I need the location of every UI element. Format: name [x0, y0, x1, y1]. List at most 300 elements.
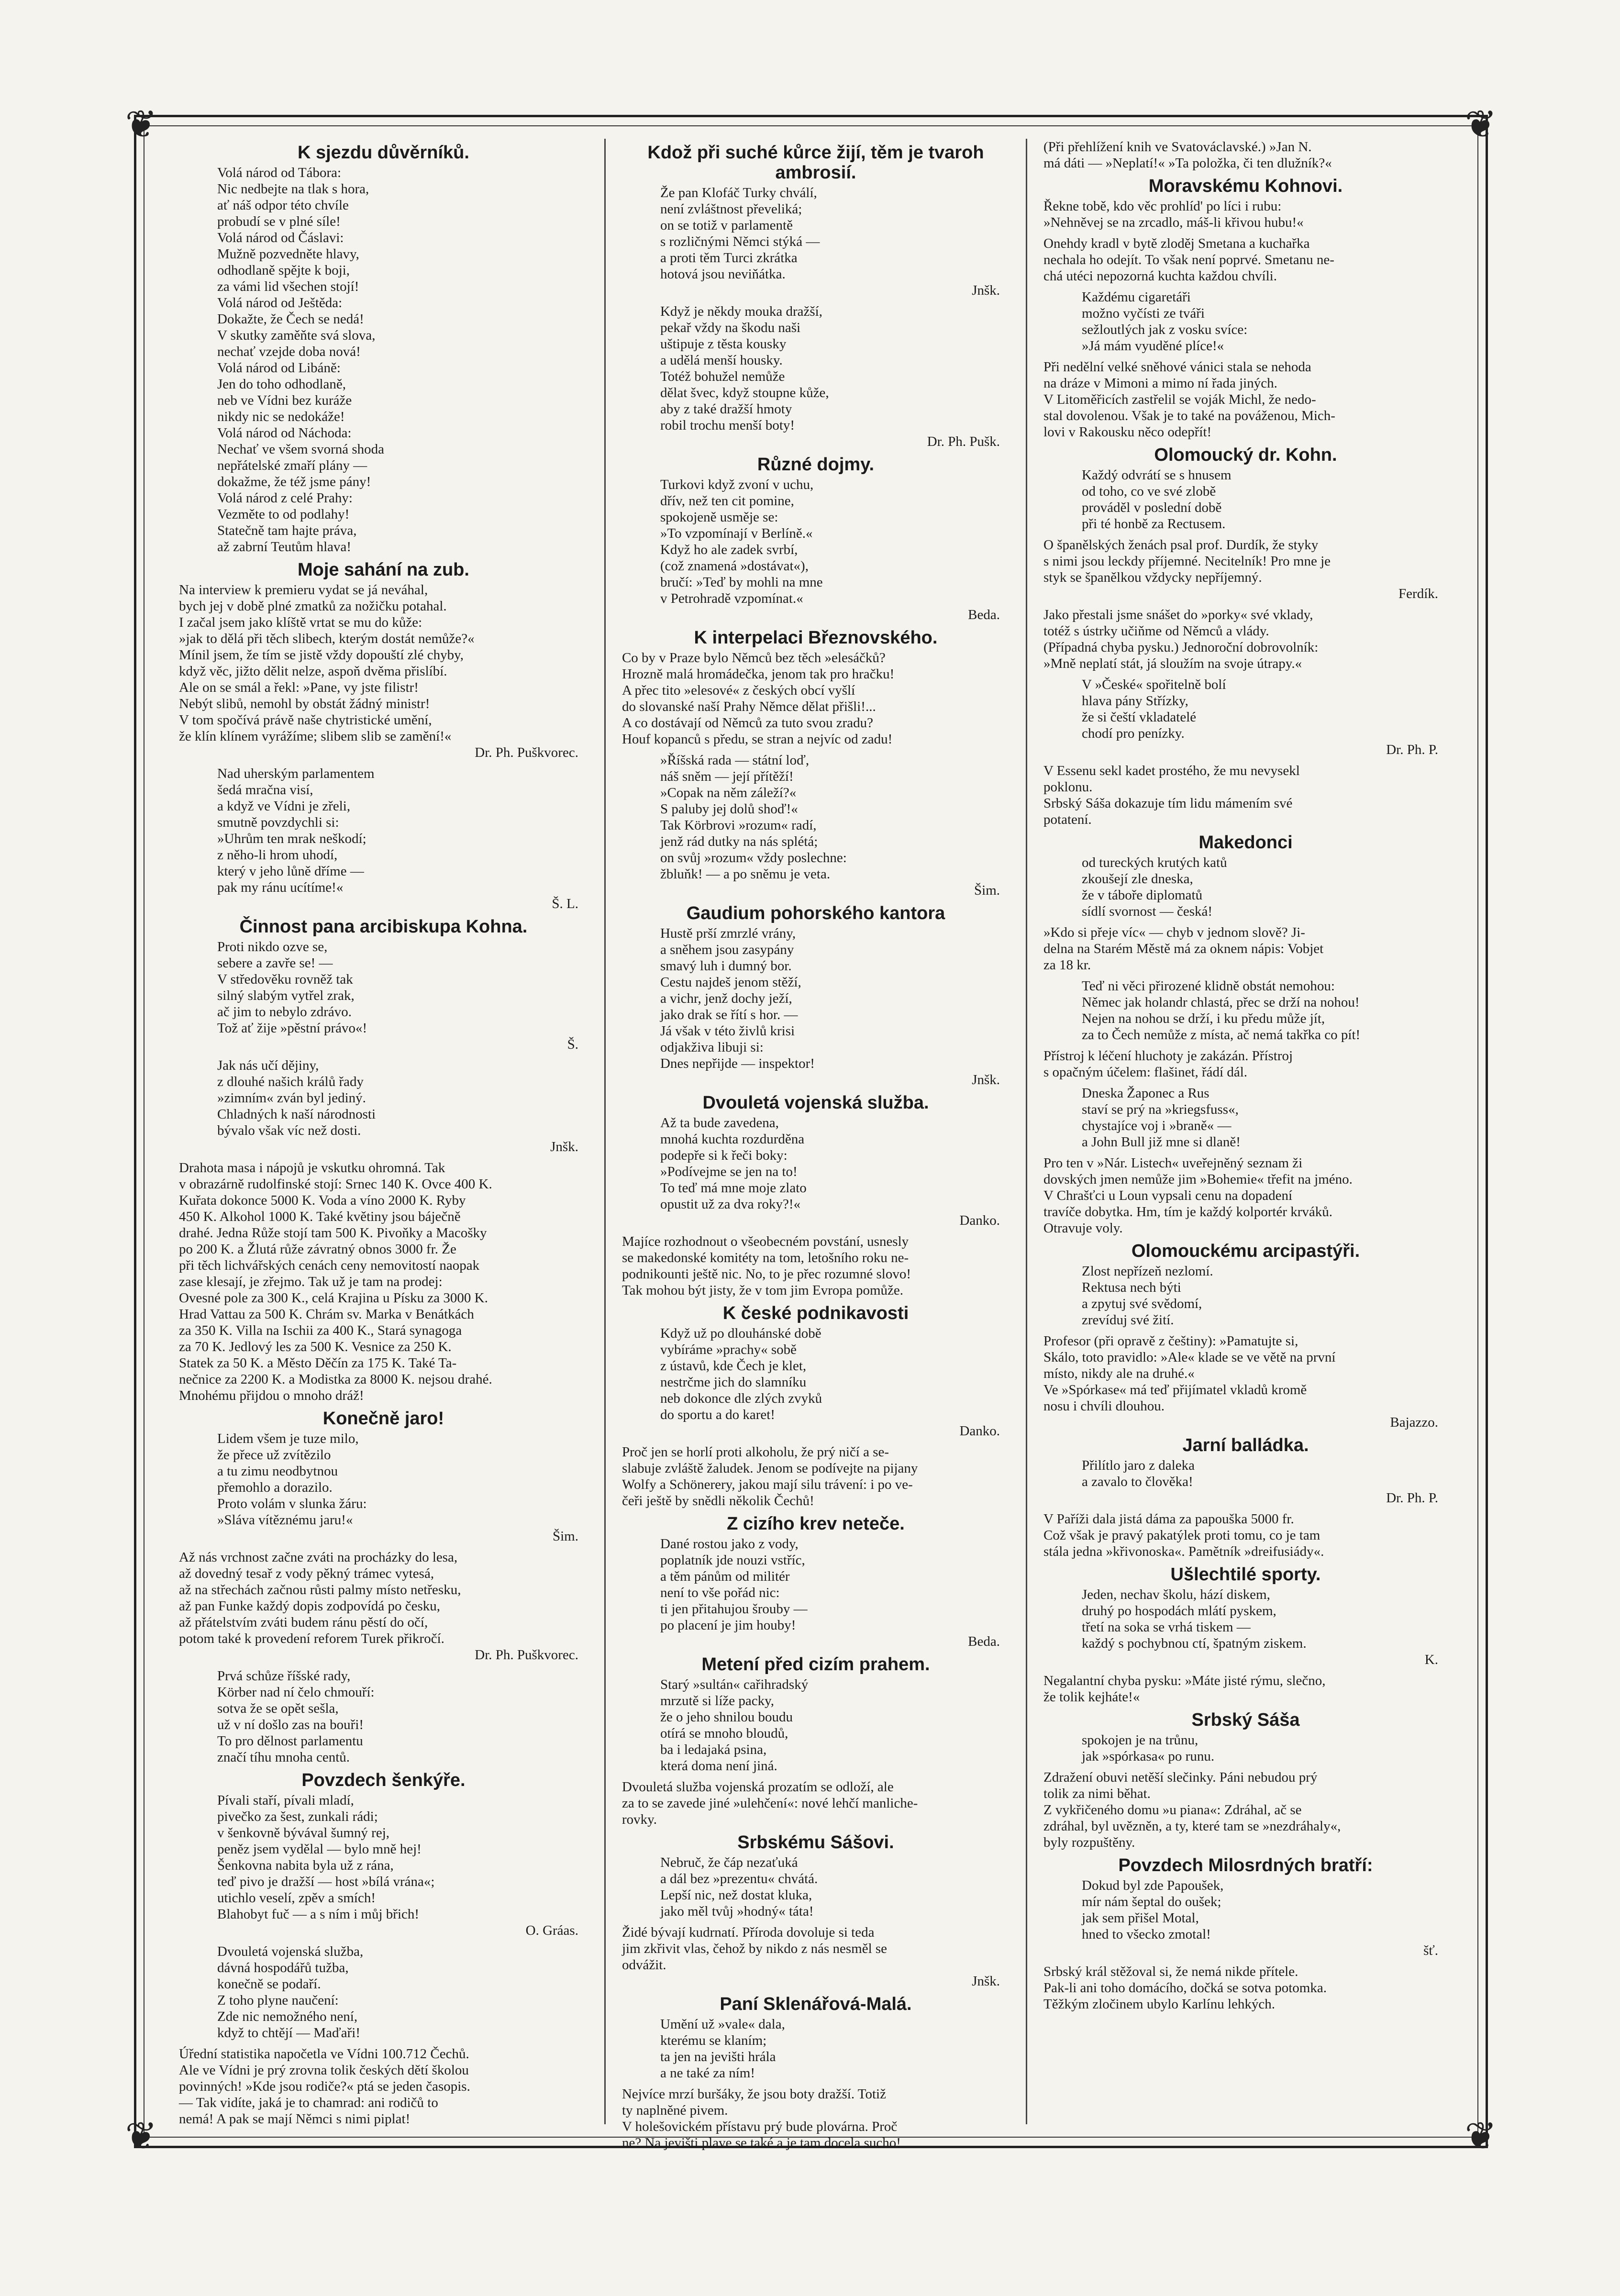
- text-line: V Chrašťci u Loun vypsali cenu na dopadení: [1043, 1188, 1293, 1203]
- text-line: zdráhal, byl uvězněn, a ty, které tam se »nezdráhaly«,: [1043, 1819, 1341, 1834]
- verse-line: z něho-li hrom uhodí,: [217, 847, 338, 863]
- author-signature: Dr. Ph. Pušk.: [927, 434, 1000, 449]
- verse-line: za to Čech nemůže z místa, ač nemá takřka co pít!: [1082, 1027, 1361, 1043]
- verse-line: Volá národ od Ještěda:: [217, 295, 343, 311]
- text-line: Přístroj k léčení hluchoty je zakázán. Přístroj: [1043, 1048, 1293, 1064]
- verse-line: nestrčme jich do slamníku: [660, 1375, 807, 1390]
- author-signature: Dr. Ph. P.: [1386, 1490, 1438, 1506]
- verse-line: »To vzpomínají v Berlíně.«: [660, 526, 813, 541]
- text-line: lovi v Rakousku něco odepřít!: [1043, 424, 1212, 440]
- author-signature: K.: [1424, 1652, 1438, 1667]
- verse-line: Volá národ od Čáslavi:: [217, 230, 344, 245]
- article: [622, 1924, 1010, 1989]
- verse-line: poplatník jde nouzi vstříc,: [660, 1553, 805, 1568]
- verse-line: že přece už zvítězilo: [217, 1447, 331, 1463]
- text-line: Ve »Spórkase« má teď přijímatel vkladů kromě: [1043, 1382, 1307, 1398]
- article-headline: Makedonci: [1198, 832, 1293, 853]
- article: [1043, 1564, 1448, 1668]
- verse-line: V středověku rovněž tak: [217, 972, 353, 987]
- text-line: s nimi jsou leckdy příjemné. Necitelník! Pro mne je: [1043, 554, 1331, 569]
- text-line: delna na Starém Městě má za oknem nápis: Vobjet: [1043, 941, 1324, 956]
- verse-line: dělat švec, když stoupne kůže,: [660, 385, 829, 400]
- verse-line: To pro dělnost parlamentu: [217, 1733, 363, 1749]
- verse-line: jenž rád dutky na nás splétá;: [660, 834, 818, 849]
- text-line: bych jej v době plné zmatků za nožičku potahal.: [179, 599, 447, 614]
- text-line: poklonu.: [1043, 779, 1093, 795]
- text-line: byly rozpuštěny.: [1043, 1835, 1135, 1850]
- text-line: že tolik kejháte!«: [1043, 1689, 1140, 1705]
- verse-line: bručí: »Teď by mohli na mne: [660, 575, 823, 590]
- text-line: V holešovickém přístavu prý bude plovárna. Proč: [621, 2119, 898, 2134]
- text-line: povinných! »Kde jsou rodiče?« ptá se jeden časopis.: [179, 2079, 470, 2094]
- verse-line: Volá národ od Náchoda:: [217, 425, 352, 441]
- verse-line: smavý luh i dumný bor.: [660, 958, 792, 974]
- verse-line: z ústavů, kde Čech je klet,: [660, 1358, 807, 1374]
- article: [1043, 235, 1448, 284]
- verse-line: Volá národ od Tábora:: [217, 165, 342, 180]
- text-line: A přec tito »elesové« z českých obcí vyšlí: [621, 683, 855, 698]
- text-line: Řekne tobě, kdo věc prohlíd' po líci i rubu:: [1043, 199, 1282, 214]
- text-line: Těžkým zločinem ubylo Karlínu lehkých.: [1043, 1997, 1276, 2012]
- article: [1043, 832, 1448, 920]
- article: [622, 1779, 1010, 1828]
- corner-ornament-icon: ❦: [125, 2114, 157, 2158]
- author-signature: Ferdík.: [1398, 586, 1438, 601]
- verse-line: pekař vždy na škodu naši: [660, 320, 801, 335]
- verse-line: Proti nikdo ozve se,: [217, 939, 328, 954]
- article: [1043, 1241, 1448, 1328]
- author-signature: Dr. Ph. Puškvorec.: [475, 745, 578, 760]
- verse-line: »Podívejme se jen na to!: [660, 1164, 798, 1179]
- article: [179, 1549, 588, 1663]
- verse-line: chystajíce voj i »braně« —: [1082, 1118, 1232, 1133]
- text-line: A co dostávají od Němců za tuto svou zradu?: [621, 715, 874, 731]
- author-signature: Jnšk.: [972, 1974, 1000, 1989]
- article: [179, 143, 588, 555]
- text-line: ty naplněné pivem.: [621, 2103, 728, 2118]
- author-signature: Š.: [567, 1037, 578, 1052]
- verse-line: Dokažte, že Čech se nedá!: [217, 311, 364, 327]
- verse-line: Když ho ale zadek svrbí,: [660, 542, 798, 557]
- author-signature: šť.: [1423, 1943, 1438, 1958]
- article: [1043, 289, 1448, 354]
- verse-line: »Copak na něm záleží?«: [660, 785, 797, 800]
- verse-line: Když je někdy mouka dražší,: [660, 304, 822, 319]
- verse-line: v šenkovně bývával šumný rej,: [217, 1825, 390, 1841]
- text-line: V Essenu sekl kadet prostého, že mu nevysekl: [1043, 763, 1300, 778]
- verse-line: »Říšská rada — státní loď,: [660, 753, 810, 768]
- article: [1043, 924, 1448, 973]
- verse-line: až zabrní Teutům hlava!: [217, 539, 352, 555]
- article: [1043, 537, 1448, 602]
- text-line: Srbský král stěžoval si, že nemá nikde přítele.: [1043, 1964, 1298, 1979]
- verse-line: robil trochu menší boty!: [660, 418, 795, 433]
- verse-line: »Sláva vítěznému jaru!«: [217, 1512, 353, 1528]
- article: [1043, 176, 1448, 231]
- text-line: potom také k provedení reforem Turek přikročí.: [179, 1631, 444, 1646]
- verse-line: nepřátelské zmaří plány —: [217, 458, 367, 473]
- text-line: Jako přestali jsme snášet do »porky« své vklady,: [1043, 607, 1313, 622]
- verse-line: do sportu a do karet!: [660, 1407, 775, 1422]
- verse-line: on se totiž v parlamentě: [660, 218, 793, 233]
- text-line: slabuje zvláště žaludek. Jenom se podívejte na pijany: [621, 1461, 918, 1476]
- text-line: O španělských ženách psal prof. Durdík, že styky: [1043, 537, 1319, 553]
- verse-line: jak sem přišel Motal,: [1082, 1910, 1199, 1926]
- article-headline: Moravskému Kohnovi.: [1148, 176, 1343, 196]
- text-line: tolik za nimi běhat.: [1043, 1786, 1151, 1801]
- verse-line: zrevíduj své žití.: [1082, 1312, 1174, 1328]
- article: [1043, 1435, 1448, 1506]
- verse-line: silný slabým vytřel zrak,: [217, 988, 355, 1003]
- verse-line: hlava pány Střízky,: [1082, 693, 1188, 709]
- verse-line: Chladných k naší národnosti: [217, 1107, 376, 1122]
- verse-line: Dané rostou jako z vody,: [660, 1536, 799, 1552]
- verse-line: kterému se klaním;: [660, 2033, 767, 2048]
- article: [1043, 1155, 1448, 1236]
- verse-line: a když ve Vídni je zřeli,: [217, 799, 351, 814]
- verse-line: Nebruč, že čáp nezaťuká: [660, 1855, 798, 1870]
- verse-line: Volá národ od Libáně:: [217, 360, 341, 376]
- text-line: Hrad Vattau za 500 K. Chrám sv. Marka v Benátkách: [179, 1307, 474, 1322]
- article: [1043, 1085, 1448, 1150]
- corner-ornament-icon: ❦: [125, 102, 157, 146]
- verse-line: a zavalo to člověka!: [1082, 1474, 1193, 1489]
- verse-line: šedá mračna visí,: [217, 782, 313, 798]
- verse-line: Jeden, nechav školu, hází diskem,: [1082, 1587, 1270, 1602]
- verse-line: Blahobyt fuč — a s ním i můj břich!: [217, 1907, 420, 1922]
- verse-line: dřív, než ten cit pomine,: [660, 493, 794, 509]
- verse-line: neb ve Vídni bez kuráže: [217, 393, 352, 408]
- article: [622, 752, 1010, 898]
- verse-line: Teď ni věci přirozené klidně obstát nemohou:: [1082, 978, 1335, 994]
- verse-line: který v jeho lůně dříme —: [217, 864, 364, 879]
- article-headline: Konečně jaro!: [322, 1409, 444, 1429]
- text-line: (Při přehlížení knih ve Svatováclavské.) »Jan N.: [1043, 139, 1312, 155]
- verse-line: (což znamená »dostávat«),: [660, 558, 809, 574]
- verse-line: sotva že se opět sešla,: [217, 1701, 339, 1716]
- verse-line: Volá národ z celé Prahy:: [217, 490, 353, 506]
- verse-line: V skutky zaměňte svá slova,: [217, 328, 376, 343]
- verse-line: Prvá schůze říšské rady,: [217, 1668, 351, 1684]
- article: [622, 303, 1010, 450]
- text-line: s opačným účelem: flašinet, řádí dál.: [1043, 1065, 1248, 1080]
- author-signature: Šim.: [552, 1529, 578, 1544]
- article: [622, 2086, 1010, 2151]
- text-line: Na interview k premieru vydat se já neváhal,: [179, 582, 428, 598]
- text-line: rovky.: [621, 1812, 657, 1827]
- text-line: Ale ve Vídni je prý zrovna tolik českých dětí školou: [179, 2063, 469, 2078]
- text-line: v obrazárně rudolfinské stojí: Srnec 140 K. Ovce 400 K.: [179, 1176, 492, 1192]
- verse-line: odjakživa libuji si:: [660, 1040, 764, 1055]
- article-headline: Z cizího krev neteče.: [727, 1514, 905, 1534]
- text-line: Hrozně malá hromádečka, jenom tak pro hračku!: [621, 666, 895, 682]
- verse-line: S paluby jej dolů shoď!«: [660, 801, 798, 817]
- verse-line: Dokud byl zde Papoušek,: [1082, 1878, 1224, 1893]
- text-line: Onehdy kradl v bytě zloděj Smetana a kuchařka: [1043, 236, 1310, 251]
- verse-line: Dvouletá vojenská služba,: [217, 1944, 364, 1959]
- verse-line: z dlouhé našich králů řady: [217, 1074, 364, 1089]
- article: [622, 1233, 1010, 1298]
- article: [1043, 445, 1448, 532]
- article: [1043, 1855, 1448, 1959]
- verse-line: ať náš odpor této chvíle: [217, 198, 349, 213]
- article: [622, 143, 1010, 299]
- verse-line: aby z také dražší hmoty: [660, 401, 792, 417]
- verse-line: utichlo veselí, zpěv a smích!: [217, 1890, 376, 1906]
- column-2: [606, 139, 1026, 2151]
- author-signature: Jnšk.: [972, 1072, 1000, 1087]
- article-headline: K sjezdu důvěrníků.: [297, 143, 469, 163]
- verse-line: a proti těm Turci zkrátka: [660, 250, 798, 266]
- verse-line: sídlí svornost — česká!: [1082, 904, 1213, 919]
- corner-ornament-icon: ❦: [1465, 2114, 1497, 2158]
- verse-line: Dnes nepřijde — inspektor!: [660, 1056, 815, 1071]
- text-line: Kuřata dokonce 5000 K. Voda a víno 2000 K. Ryby: [179, 1193, 466, 1208]
- author-signature: Bajazzo.: [1390, 1415, 1438, 1430]
- verse-line: Přilítlo jaro z daleka: [1082, 1458, 1195, 1473]
- text-line: nosu i chvíli dlouhou.: [1043, 1398, 1165, 1414]
- text-line: se makedonské komitéty na tom, letošního roku ne-: [621, 1250, 909, 1265]
- author-signature: Š. L.: [552, 896, 578, 911]
- text-line: »Kdo si přeje víc« — chyb v jednom slově? Ji-: [1043, 925, 1305, 940]
- text-line: za 350 K. Villa na Ischii za 400 K., Stará synagoga: [179, 1323, 462, 1338]
- verse-line: Körber nad ní čelo chmouří:: [217, 1685, 375, 1700]
- verse-line: Lidem všem je tuze milo,: [217, 1431, 359, 1446]
- verse-line: Lepší nic, než dostat kluka,: [660, 1887, 812, 1903]
- verse-line: konečně se podaří.: [217, 1976, 321, 1992]
- verse-line: opustit už za dva roky?!«: [660, 1197, 801, 1212]
- text-line: I začal jsem jako klíště vrtat se mu do kůže:: [179, 615, 422, 630]
- article-headline: Gaudium pohorského kantora: [686, 903, 945, 923]
- text-line: Co by v Praze bylo Němců bez těch »elesáčků?: [621, 650, 886, 666]
- article: [1043, 677, 1448, 758]
- verse-line: Starý »sultán« cařihradský: [660, 1677, 809, 1692]
- verse-line: spokojen je na trůnu,: [1082, 1732, 1198, 1748]
- verse-line: »Já mám vyuděné plíce!«: [1082, 338, 1224, 354]
- verse-line: Tak Körbrovi »rozum« radí,: [660, 818, 817, 833]
- verse-line: Mužně pozvedněte hlavy,: [217, 246, 359, 262]
- article: [1043, 1048, 1448, 1080]
- verse-line: spokojeně usměje se:: [660, 510, 778, 525]
- verse-line: vybíráme »prachy« sobě: [660, 1342, 797, 1357]
- text-line: stal dovolenou. Však je to také na pováženou, Mich-: [1043, 408, 1335, 423]
- text-line: Až nás vrchnost začne zváti na procházky do lesa,: [179, 1550, 458, 1565]
- article: [1043, 763, 1448, 828]
- text-line: »Mně neplatí stát, já sloužím na svoje útrapy.«: [1043, 656, 1302, 671]
- text-line: Otravuje voly.: [1043, 1220, 1123, 1236]
- verse-line: značí tíhu mnoha centů.: [217, 1750, 350, 1765]
- text-line: Úřední statistika napočetla ve Vídni 100.712 Čechů.: [179, 2046, 469, 2062]
- verse-line: Zde nic nemožného není,: [217, 2009, 358, 2024]
- author-signature: Jnšk.: [550, 1139, 578, 1154]
- verse-line: jako měl tvůj »hodný« táta!: [660, 1904, 814, 1919]
- text-line: odvážit.: [621, 1957, 666, 1973]
- verse-line: nechať vzejde doba nová!: [217, 344, 361, 359]
- verse-line: a ne také za ním!: [660, 2065, 755, 2081]
- verse-line: Vezměte to od podlahy!: [217, 507, 350, 522]
- verse-line: To teď má mne moje zlato: [660, 1180, 807, 1196]
- text-line: že klín klínem vyrážíme; slibem slib se zamění!«: [179, 729, 452, 744]
- verse-line: přemohlo a dorazilo.: [217, 1480, 333, 1495]
- article: [622, 1832, 1010, 1919]
- text-line: Ale on se smál a řekl: »Pane, vy jste filistr!: [179, 680, 419, 695]
- text-line: »Nehněvej se na zrcadlo, máš-li křivou hubu!«: [1043, 215, 1304, 230]
- verse-line: od tureckých krutých katů: [1082, 855, 1227, 870]
- text-line: za 18 kr.: [1043, 957, 1091, 973]
- author-signature: Beda.: [968, 1634, 1000, 1649]
- article-headline: Ušlechtilé sporty.: [1170, 1564, 1321, 1585]
- text-line: »jak to dělá při těch slibech, kterým dostát nemůže?«: [179, 631, 475, 646]
- author-signature: Dr. Ph. P.: [1386, 742, 1438, 757]
- column-3: [1027, 139, 1464, 2124]
- article: [179, 1770, 588, 1939]
- text-line: místo, nikdy ale na druhé.«: [1043, 1366, 1195, 1381]
- text-line: (Případná chyba pysku.) Jednoroční dobrovolník:: [1043, 640, 1319, 655]
- article-headline: Jarní balládka.: [1182, 1435, 1309, 1455]
- text-line: Z vykřičeného domu »u piana«: Zdráhal, ač se: [1043, 1802, 1302, 1818]
- verse-line: »Uhrům ten mrak neškodí;: [217, 831, 366, 846]
- text-line: V Paříži dala jistá dáma za papouška 5000 fr.: [1043, 1511, 1294, 1527]
- verse-line: Až ta bude zavedena,: [660, 1115, 779, 1131]
- text-line: travíče dobytka. Hm, tím je každý kolportér krváků.: [1043, 1204, 1333, 1220]
- text-line: Mnohému přijdou o mnoho dráž!: [179, 1388, 364, 1403]
- verse-line: s rozličnými Němci stýká —: [660, 234, 820, 249]
- verse-line: mír nám šeptal do oušek;: [1082, 1894, 1221, 1909]
- text-line: potatení.: [1043, 812, 1092, 827]
- text-line: Při nedělní velké sněhové vánici stala se nehoda: [1043, 359, 1311, 375]
- article: [622, 1303, 1010, 1439]
- article: [1043, 1963, 1448, 2012]
- text-line: Ovesné pole za 300 K., celá Krajina u Písku za 3000 K.: [179, 1290, 488, 1306]
- verse-line: bývalo však víc než dosti.: [217, 1123, 361, 1138]
- article: [622, 1093, 1010, 1229]
- verse-line: a John Bull již mne si dlaně!: [1082, 1134, 1241, 1150]
- verse-line: třetí na soka se vrhá tiskem —: [1082, 1619, 1251, 1635]
- verse-line: po placení je jim houby!: [660, 1618, 796, 1633]
- text-line: Dvouletá služba vojenská prozatím se odloží, ale: [621, 1779, 894, 1795]
- verse-line: a sněhem jsou zasypány: [660, 942, 794, 957]
- text-line: na dráze v Mimoni a mimo ní řada jiných.: [1043, 376, 1277, 391]
- verse-line: Když už po dlouhánské době: [660, 1326, 821, 1341]
- text-line: zase klesají, je zřejmo. Tak už je tam na prodej:: [179, 1274, 443, 1289]
- verse-line: každý s pochybnou ctí, špatným ziskem.: [1082, 1636, 1307, 1651]
- verse-line: jak »spórkasa« po runu.: [1082, 1749, 1215, 1764]
- text-line: má dáti — »Neplatí!« »Ta položka, či ten dlužník?«: [1043, 155, 1332, 171]
- article: [179, 1943, 588, 2041]
- verse-line: od toho, co ve své zlobě: [1082, 484, 1216, 499]
- verse-line: a těm pánům od militér: [660, 1569, 790, 1584]
- verse-line: Hustě prší zmrzlé vrány,: [660, 926, 796, 941]
- author-signature: Beda.: [968, 607, 1000, 622]
- verse-line: a tu zimu neodbytnou: [217, 1464, 338, 1479]
- text-line: 450 K. Alkohol 1000 K. Také květiny jsou báječně: [179, 1209, 461, 1224]
- verse-line: chodí pro penízky.: [1082, 726, 1185, 741]
- verse-line: při té honbě za Rectusem.: [1082, 516, 1226, 532]
- text-line: dovských jmen nemůže jim »Bohemie« třefit na jméno.: [1043, 1172, 1353, 1187]
- verse-line: Já však v této živlů krisi: [660, 1023, 795, 1039]
- verse-line: v Petrohradě vzpomínat.«: [660, 591, 803, 606]
- article: [622, 455, 1010, 623]
- article: [1043, 978, 1448, 1043]
- verse-line: podepře si k řeči boky:: [660, 1148, 788, 1163]
- verse-line: hotová jsou neviňátka.: [660, 266, 786, 282]
- text-line: čeři ještě by snědli několik Čechů!: [621, 1493, 814, 1508]
- article-headline: Činnost pana arcibiskupa Kohna.: [239, 917, 528, 937]
- article: [622, 628, 1010, 747]
- text-line: Majíce rozhodnout o všeobecném povstání, usnesly: [621, 1234, 909, 1249]
- article-headline: Kdož při suché kůrce žijí, těm je tvaroh ambrosií.: [647, 143, 984, 183]
- article: [622, 1654, 1010, 1774]
- verse-line: mrzutě si líže packy,: [660, 1693, 775, 1708]
- article-headline: Různé dojmy.: [757, 455, 875, 475]
- article: [622, 1994, 1010, 2081]
- verse-line: náš sněm — její přítěží!: [660, 769, 794, 784]
- text-line: Negalantní chyba pysku: »Máte jisté rýmu, slečno,: [1043, 1673, 1326, 1688]
- verse-line: Nechať ve všem svorná shoda: [217, 442, 385, 457]
- verse-line: ta jen na jevišti hrála: [660, 2049, 776, 2064]
- verse-line: Statečně tam hajte práva,: [217, 523, 357, 538]
- text-line: chá utéci nepozorná kuchta každou chvíli.: [1043, 268, 1277, 284]
- verse-line: už v ní došlo zas na bouři!: [217, 1717, 364, 1732]
- verse-line: že v táboře diplomatů: [1082, 887, 1203, 903]
- verse-line: Jen do toho odhodlaně,: [217, 377, 346, 392]
- article-headline: Paní Sklenářová-Malá.: [720, 1994, 912, 2014]
- verse-line: »zimním« zván byl jediný.: [217, 1090, 366, 1106]
- text-line: za to se zavede jiné »ulehčení«: nové lehčí manliche-: [621, 1796, 918, 1811]
- author-signature: Jnšk.: [972, 283, 1000, 298]
- verse-line: Že pan Klofáč Turky chválí,: [660, 185, 817, 200]
- verse-line: Němec jak holandr chlastá, přec se drží na nohou!: [1082, 995, 1360, 1010]
- text-line: Skálo, toto pravidlo: »Ale« klade se ve větě na první: [1043, 1350, 1336, 1365]
- article: [179, 917, 588, 1053]
- article: [179, 1057, 588, 1155]
- text-line: až pan Funke každý dopis zodpovídá po česku,: [179, 1598, 441, 1614]
- verse-line: teď pivo je dražší — host »bílá vrána«;: [217, 1874, 435, 1889]
- verse-line: Jak nás učí dějiny,: [217, 1058, 319, 1073]
- verse-line: Zlost nepřízeň nezlomí.: [1082, 1264, 1213, 1279]
- verse-line: ti jen přitahujou šrouby —: [660, 1601, 808, 1617]
- article-headline: Metení před cizím prahem.: [701, 1654, 930, 1675]
- text-line: ne? Na jevišti plave se také a je tam docela sucho!: [621, 2135, 901, 2151]
- article-headline: Povzdech Milosrdných bratří:: [1118, 1855, 1373, 1875]
- verse-line: a dál bez »prezentu« chvátá.: [660, 1871, 818, 1886]
- text-line: styk se španělkou vždycky nepříjemný.: [1043, 570, 1262, 585]
- article-headline: Olomoucký dr. Kohn.: [1154, 445, 1337, 465]
- text-line: až na střechách začnou růsti palmy místo netřesku,: [179, 1582, 461, 1597]
- verse-line: V »České« spořitelně bolí: [1082, 677, 1226, 692]
- text-line: nemá! A pak se mají Němci s nimi piplat!: [179, 2111, 411, 2127]
- verse-line: otírá se mnoho bloudů,: [660, 1726, 788, 1741]
- corner-ornament-icon: ❦: [1465, 102, 1497, 146]
- verse-line: není to vše pořád nic:: [660, 1585, 780, 1600]
- article: [622, 903, 1010, 1088]
- article-headline: Srbský Sáša: [1191, 1710, 1300, 1730]
- article: [179, 1409, 588, 1544]
- article: [179, 2046, 588, 2127]
- article: [1043, 359, 1448, 440]
- verse-line: která doma není jiná.: [660, 1758, 777, 1774]
- article: [179, 1160, 588, 1404]
- newspaper-columns: [163, 139, 1464, 2151]
- verse-line: možno vyčísti ze tváři: [1082, 306, 1205, 321]
- verse-line: pak my ránu ucítíme!«: [217, 880, 344, 895]
- article: [1043, 1333, 1448, 1431]
- verse-line: jako drak se řítí s hor. —: [660, 1007, 798, 1022]
- article: [622, 1514, 1010, 1650]
- verse-line: že si čeští vkladatelé: [1082, 710, 1197, 725]
- verse-line: a udělá menší housky.: [660, 353, 783, 368]
- text-line: totéž s ústrky učiňme od Němců a vlády.: [1043, 623, 1269, 639]
